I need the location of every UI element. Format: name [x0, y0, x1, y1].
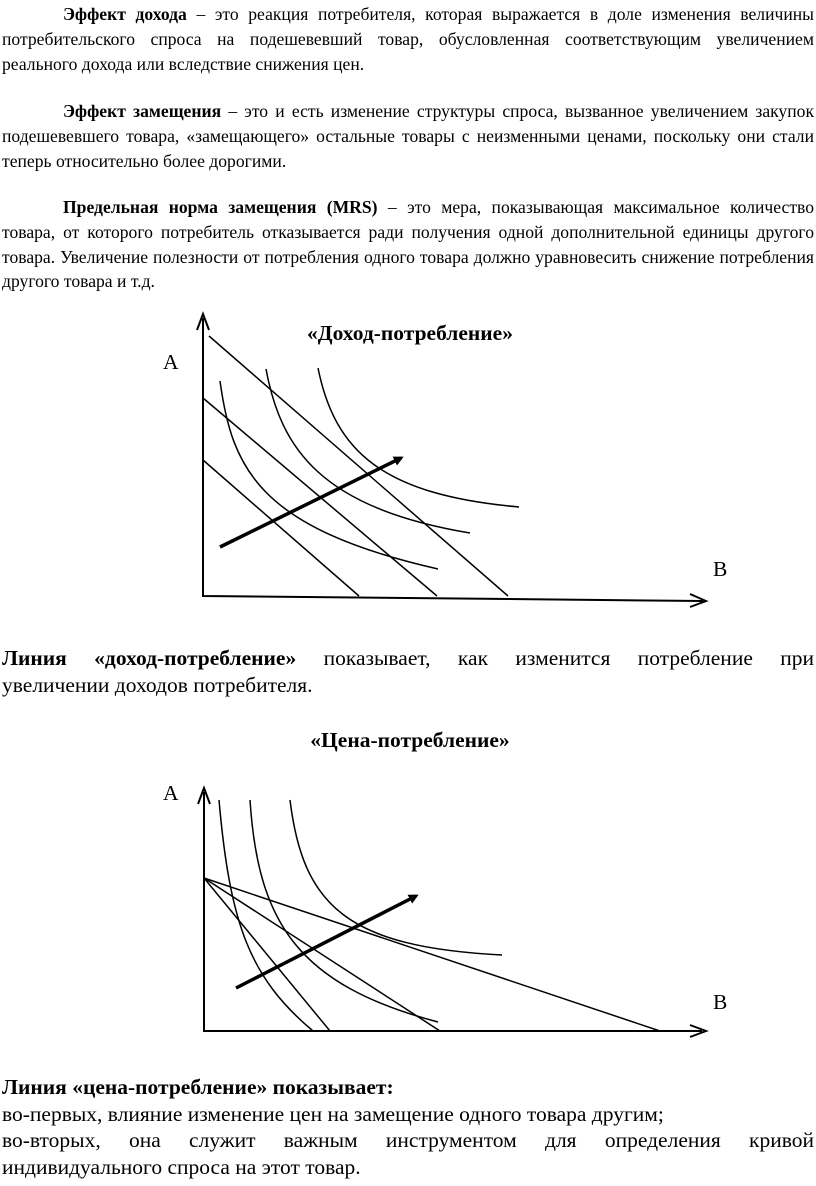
- figure1-title: «Доход-потребление»: [307, 321, 513, 345]
- figure1-indifference-curve-3: [318, 368, 519, 507]
- term-income-effect: Эффект дохода: [63, 4, 187, 24]
- figure2-x-label: B: [713, 990, 728, 1014]
- icc-line-2: увеличении доходов потребителя.: [2, 672, 313, 697]
- figure1-x-label: B: [713, 557, 728, 581]
- figure1-diagram: [197, 314, 706, 607]
- pcc-line-1: во-первых, влияние изменение цен на замещение одного товара другим;: [2, 1101, 664, 1126]
- figure1-budget-line-1: [203, 460, 359, 596]
- definition-income-effect: – это реакция потребителя, которая выражается в доле изменения величины потребительского спроса на подешевевший товар, обусловленная соответствующим увеличением реального дохода или вследствие снижения цен.: [2, 4, 814, 74]
- pcc-explanation: [2, 1074, 814, 1180]
- figure2-y-label: A: [163, 781, 179, 805]
- figure1-budget-line-3: [209, 336, 508, 596]
- figure2-budget-line-1: [204, 878, 330, 1031]
- figure2-axes: [204, 792, 702, 1031]
- figure1-y-label: A: [163, 350, 179, 374]
- figure2-diagram: [198, 788, 706, 1037]
- figure1-expansion-arrow: [220, 458, 401, 547]
- pcc-line-2: во-вторых, она служит важным инструментом для определения кривой: [2, 1128, 814, 1152]
- figure2-indifference-curve-2: [250, 800, 438, 1022]
- icc-term: Линия «доход-потребление»: [2, 646, 297, 670]
- pcc-line-3: индивидуального спроса на этот товар.: [2, 1154, 361, 1179]
- icc-line-1: Линия «доход-потребление» показывает, как изменится потребление при: [2, 646, 814, 670]
- pcc-heading: Линия «цена-потребление» показывает:: [2, 1075, 394, 1099]
- figure2-expansion-arrow: [236, 896, 416, 988]
- term-mrs: Предельная норма замещения (MRS): [63, 197, 378, 217]
- figure2-budget-line-3: [204, 878, 660, 1031]
- figure2-indifference-curve-1: [219, 800, 313, 1031]
- figure2-title: «Цена-потребление»: [310, 728, 510, 752]
- figure2-indifference-curve-3: [290, 800, 502, 955]
- definition-substitution-effect: – это и есть изменение структуры спроса, вызванное увеличением закупок подешевевшего товара, «замещающего» остальные товары с неизменными ценами, поскольку они стали теперь относительно более дорогими.: [2, 101, 814, 171]
- icc-explanation: [2, 645, 814, 698]
- figure1-axes: [203, 318, 703, 601]
- definition-mrs: – это мера, показывающая максимальное количество товара, от которого потребитель отказывается ради получения одной дополнительной единицы другого товара. Увеличение полезности от потребления одного товара должно уравновесить снижение потребления другого товара и т.д.: [2, 197, 814, 292]
- figure1-indifference-curve-1: [220, 381, 438, 569]
- term-substitution-effect: Эффект замещения: [63, 101, 222, 121]
